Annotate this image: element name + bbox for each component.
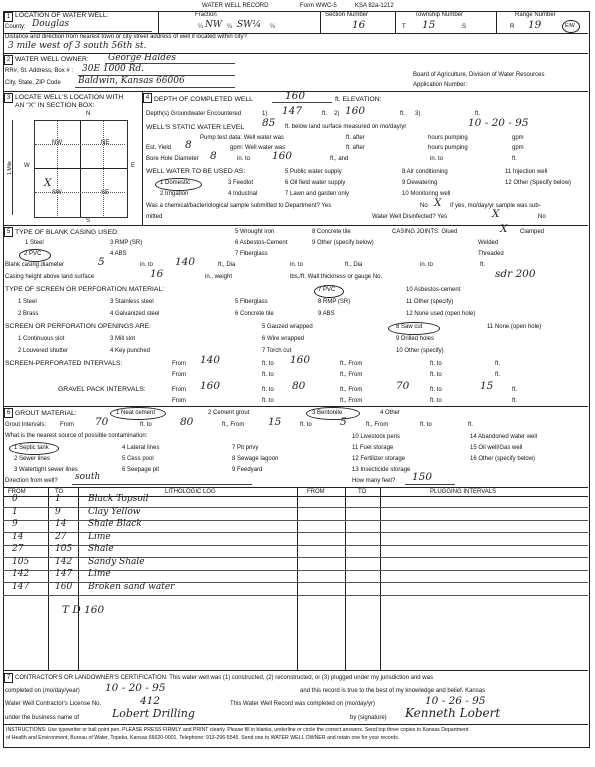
grout-neat[interactable]: 1 Neat cement [116, 410, 156, 416]
contam-feedyard[interactable]: 9 Feedyard [232, 467, 263, 473]
how-many-label: How many feet? [352, 478, 396, 484]
log-row-to[interactable]: 14 [55, 519, 67, 529]
yield-hours: hours pumping [428, 145, 468, 151]
elevation-label: ft. ELEVATION: [335, 96, 382, 103]
gravel-to-value-2[interactable]: 15 [480, 380, 494, 392]
gravel-from-value-2[interactable]: 70 [396, 380, 410, 392]
perf-ft-2: ft. [495, 372, 501, 378]
range-number-label: Range Number [515, 12, 556, 18]
cert-line-3b: This Water Well Record was completed on (mo/day/yr) [230, 701, 376, 707]
diameter-ft-dia-1: ft., Dia [218, 262, 236, 268]
open-drilled[interactable]: 9 Drilled holes [396, 336, 435, 342]
grout-ft-from: ft., From [222, 422, 245, 428]
open-other[interactable]: 10 Other (specify) [396, 348, 444, 354]
diameter-to-value[interactable]: 140 [175, 256, 196, 268]
cert-business-value[interactable]: Lobert Drilling [112, 707, 195, 720]
log-row-from[interactable]: 105 [12, 556, 30, 567]
gravel-from-label: From [172, 387, 186, 393]
use-public[interactable]: 5 Public water supply [285, 169, 342, 175]
locate-label-2: AN "X" IN SECTION BOX: [15, 102, 95, 109]
screen-other[interactable]: 11 Other (specify) [406, 299, 454, 305]
bore-in-to: in. to [237, 156, 251, 162]
screen-galvanized[interactable]: 4 Galvanized steel [110, 311, 160, 317]
use-air[interactable]: 8 Air conditioning [402, 169, 448, 175]
chem-no: No [420, 203, 428, 209]
diameter-label: Blank casing diameter [5, 262, 65, 268]
quarter-3-symbol: ¼ [270, 24, 276, 30]
gravel-ft-from: ft., From [340, 387, 363, 393]
log-row-to[interactable]: 105 [55, 544, 73, 554]
gravel-ft-to-3: ft. to [262, 398, 274, 404]
log-row-to[interactable]: 160 [55, 581, 73, 592]
contam-label: What is the nearest source of possible contamination: [5, 433, 148, 439]
location-label: LOCATION OF WATER WELL: [15, 12, 109, 19]
contam-sewer[interactable]: 2 Sewer lines [14, 456, 51, 462]
contam-other[interactable]: 16 Other (specify below) [470, 456, 536, 462]
contam-septic[interactable]: 1 Septic tank [14, 445, 49, 451]
contam-privy[interactable]: 7 Pit privy [232, 445, 259, 451]
casing-threaded: Threaded [478, 251, 504, 257]
sw-label: SW [52, 190, 62, 196]
owner-label: WATER WELL OWNER: [15, 56, 89, 63]
city-label: City, State, ZIP Code [5, 80, 61, 86]
log-row-from[interactable]: 9 [12, 519, 18, 529]
cert-signature-label: by (signature) [350, 715, 387, 721]
se-label: SE [101, 190, 110, 196]
log-row-from[interactable]: 27 [12, 544, 24, 554]
casing-asbestos[interactable]: 6 Asbestos-Cement [235, 240, 288, 246]
disinfected-no: No [538, 214, 546, 220]
log-row-description[interactable]: Lime [88, 569, 111, 579]
east-label: E [131, 163, 136, 169]
fraction-label: Fraction [195, 12, 217, 18]
open-none[interactable]: 11 None (open hole) [487, 324, 542, 330]
pump-label: Pump test data: Well water was [200, 135, 284, 141]
south-label: S [86, 218, 91, 224]
static-rest: ft. below land surface measured on mo/day/yr [285, 124, 407, 130]
log-row-description[interactable]: Broken sand water [88, 581, 175, 592]
log-row-description[interactable]: Black Topsoil [88, 494, 149, 504]
screen-concrete[interactable]: 6 Concrete tile [235, 311, 274, 317]
cert-business-label: under the business name of [5, 715, 80, 721]
contam-oilwell[interactable]: 15 Oil well/Gas well [470, 445, 523, 451]
grout-from-value[interactable]: 70 [95, 416, 109, 428]
perf-ft-to-2: ft. to [430, 361, 442, 367]
bore-ft: ft. [512, 156, 518, 162]
contam-abandoned[interactable]: 14 Abandoned water well [470, 434, 538, 440]
diameter-in-to-2: in. to [290, 262, 304, 268]
range-ew: E/W [565, 23, 575, 29]
log-row-description[interactable]: Shale [88, 544, 114, 554]
lbs-label: lbs./ft. Wall thickness or gauge No. [290, 274, 383, 280]
use-monitoring[interactable]: 10 Monitoring well [402, 191, 451, 197]
section-7-number: 7 [4, 673, 13, 683]
casing-fiberglass[interactable]: 7 Fiberglass [235, 251, 268, 257]
static-date[interactable]: 10 - 20 - 95 [468, 117, 529, 129]
quarter-1-symbol: ¼ [198, 24, 204, 30]
use-feedlot[interactable]: 3 Feedlot [228, 180, 254, 186]
yield-value[interactable]: 8 [185, 139, 192, 151]
grout-to-value-2[interactable]: 5 [340, 416, 347, 428]
instructions-1: INSTRUCTIONS: Use typewriter or ball point pen. PLEASE PRESS FIRMLY and PRINT clearly. Please fill in blanks, underline or circle the correct answers. Send top three copies to Kansas Department [6, 727, 469, 733]
groundwater-label: Depth(s) Groundwater Encountered [146, 111, 242, 117]
grout-from-label: From [60, 422, 74, 428]
cert-line-1: CONTRACTOR'S OR LANDOWNER'S CERTIFICATION: This water well was (1) constructed, (2) reconstructed, or (3) plugged under my jurisdiction and was [15, 675, 433, 681]
open-louvered[interactable]: 2 Louvered shutter [18, 348, 69, 354]
log-row-to[interactable]: 9 [55, 506, 61, 517]
groundwater-2[interactable]: 160 [345, 105, 366, 117]
perf-ft: ft. [495, 361, 501, 367]
yield-gpm: gpm [512, 145, 524, 151]
open-continuous[interactable]: 1 Continuous slot [18, 336, 65, 342]
quarter-2-value[interactable]: SW¼ [237, 20, 262, 30]
gravel-from-label-2: From [172, 398, 186, 404]
yield-ft-after: ft. after [346, 145, 365, 151]
county-label: County: [5, 24, 26, 30]
section-number-value[interactable]: 16 [352, 19, 366, 31]
pump-hours: hours pumping [428, 135, 468, 141]
county-value[interactable]: Douglas [32, 19, 70, 29]
log-row-description[interactable]: Shale Black [88, 519, 142, 529]
gravel-ft: ft. [512, 387, 518, 393]
log-row-description[interactable]: Lime [88, 531, 111, 542]
screen-abs[interactable]: 9 ABS [318, 311, 335, 317]
log-row-divider [3, 595, 588, 596]
depth-value[interactable]: 160 [285, 90, 306, 102]
cert-completed-label: completed on (mo/day/year) [5, 688, 80, 694]
yield-label: Est. Yield [146, 145, 172, 151]
gravel-label: GRAVEL PACK INTERVALS: [58, 386, 146, 393]
section-number-label: Section Number [325, 12, 369, 18]
perf-from-label-2: From [172, 372, 186, 378]
gravel-ft-from-2: ft., From [340, 398, 363, 404]
section-3-number: 3 [4, 93, 13, 103]
ne-label: NE [101, 140, 110, 146]
contam-lagoon[interactable]: 8 Sewage lagoon [232, 456, 279, 462]
contam-seepage[interactable]: 6 Seepage pit [122, 467, 160, 473]
casing-clamped: Clamped [520, 229, 545, 235]
grout-ft-to-2: ft. to [300, 422, 312, 428]
log-to-header-2: TO [358, 489, 367, 495]
gravel-ft-to: ft. to [262, 387, 274, 393]
section-4-number: 4 [143, 93, 152, 103]
signature[interactable]: Kenneth Lobert [405, 706, 501, 720]
perf-ft-to-3: ft. to [262, 372, 274, 378]
use-lawn[interactable]: 7 Lawn and garden only [285, 191, 350, 197]
grout-from-value-2[interactable]: 15 [268, 416, 282, 428]
gravel-ft-2: ft. [512, 398, 518, 404]
gw-ft-2: ft. [400, 111, 406, 117]
perf-to-value[interactable]: 160 [290, 354, 311, 366]
log-litho-header: LITHOLOGIC LOG [165, 489, 216, 495]
bore-to-value[interactable]: 160 [272, 150, 293, 162]
use-dewatering[interactable]: 9 Dewatering [402, 180, 438, 186]
screen-stainless[interactable]: 3 Stainless steel [110, 299, 154, 305]
direction-value[interactable]: south [75, 472, 101, 482]
township-t: T [402, 24, 406, 30]
casing-other[interactable]: 9 Other (specify below) [312, 240, 374, 246]
screen-none[interactable]: 12 None used (open hole) [406, 311, 476, 317]
grout-to-value[interactable]: 80 [180, 416, 194, 428]
application-label: Application Number: [413, 82, 468, 88]
perf-ft-to: ft. to [262, 361, 274, 367]
static-label: WELL'S STATIC WATER LEVEL [146, 124, 245, 131]
screen-rmp[interactable]: 8 RMP (SR) [318, 299, 351, 305]
distance-label: Distance and direction from nearest town or city street address of well if located within city? [5, 34, 247, 40]
open-gauzed[interactable]: 5 Gauzed wrapped [262, 324, 313, 330]
open-saw[interactable]: 8 Saw cut [396, 324, 423, 330]
gravel-ft-to-2: ft. to [430, 387, 442, 393]
casing-rmp[interactable]: 3 RMP (SR) [110, 240, 143, 246]
section-2-number: 2 [4, 55, 13, 65]
gw-index-2: 2) [334, 111, 340, 117]
static-value[interactable]: 85 [262, 117, 276, 129]
use-irrigation[interactable]: 2 Irrigation [160, 191, 189, 197]
gw-ft-3: ft. [475, 111, 481, 117]
perf-ft-from: ft., From [340, 361, 363, 367]
open-key[interactable]: 4 Key punched [110, 348, 151, 354]
cert-license-value[interactable]: 412 [140, 695, 161, 707]
diameter-ft-dia-2: ft., Dia [345, 262, 363, 268]
contam-insecticide[interactable]: 13 Insecticide storage [352, 467, 411, 473]
instructions-2: of Health and Environment, Bureau of Water, Topeka, Kansas 66620-0001. Telephone: 913-296-5545. Send one to WATER WELL OWNER and retain one for your records. [6, 735, 400, 741]
casing-label: TYPE OF BLANK CASING USED: [15, 229, 119, 236]
openings-label: SCREEN OR PERFORATION OPENINGS ARE: [5, 323, 152, 330]
log-row-from[interactable]: 1 [12, 506, 18, 517]
screen-asbestos[interactable]: 10 Asbestos-cement [406, 287, 461, 293]
quarter-1-value[interactable]: NW [205, 20, 223, 30]
bore-ft-and: ft., and [330, 156, 349, 162]
log-row-description[interactable]: Sandy Shale [88, 556, 145, 567]
screen-brass[interactable]: 2 Brass [18, 311, 39, 317]
diameter-value[interactable]: 5 [98, 256, 105, 268]
depth-label: DEPTH OF COMPLETED WELL [154, 96, 253, 103]
locate-label: LOCATE WELL'S LOCATION WITH [15, 94, 124, 101]
how-many-value[interactable]: 150 [412, 471, 433, 483]
nw-label: NW [52, 140, 62, 146]
casing-steel[interactable]: 1 Steel [25, 240, 44, 246]
contam-fuel[interactable]: 11 Fuel storage [352, 445, 394, 451]
gw-index-1: 1) [262, 111, 268, 117]
screen-fiberglass[interactable]: 5 Fiberglass [235, 299, 268, 305]
chem-rest: If yes, mo/day/yr sample was sub- [450, 203, 541, 209]
log-row-from[interactable]: 14 [12, 531, 24, 542]
log-plug-header: PLUGGING INTERVALS [430, 489, 497, 495]
quarter-2-symbol: ¼ [227, 24, 233, 30]
north-label: N [86, 111, 91, 117]
groundwater-1[interactable]: 147 [282, 105, 303, 117]
contam-livestock[interactable]: 10 Livestock pens [352, 434, 401, 440]
contam-watertight[interactable]: 3 Watertight sewer lines [14, 467, 78, 473]
gravel-ft-to-4: ft. to [430, 398, 442, 404]
mile-label: 1 Mile [6, 161, 13, 175]
gw-ft-1: ft. [322, 111, 328, 117]
well-location-x[interactable]: X [44, 177, 52, 189]
cert-record-date[interactable]: 10 - 26 - 95 [425, 695, 486, 707]
yield-gpm-well: gpm: Well water was [230, 145, 286, 151]
log-row-from[interactable]: 147 [12, 581, 30, 592]
casing-wrought[interactable]: 5 Wrought iron [235, 229, 275, 235]
log-row-from[interactable]: 142 [12, 569, 30, 579]
use-other[interactable]: 12 Other (Specify below) [505, 180, 572, 186]
use-injection[interactable]: 11 Injection well [505, 169, 548, 175]
diameter-ft: ft. [480, 262, 486, 268]
direction-label: Direction from well? [5, 478, 58, 484]
chem-no-x[interactable]: X [434, 197, 442, 209]
board-label: Board of Agriculture, Division of Water Resources [413, 72, 545, 78]
use-industrial[interactable]: 4 Industrial [228, 191, 258, 197]
perf-ft-to-4: ft. to [430, 372, 442, 378]
log-row-to[interactable]: 142 [55, 556, 73, 567]
cert-line-2b: and this record is true to the best of my knowledge and belief. Kansas [300, 688, 486, 694]
open-torch[interactable]: 7 Torch cut [262, 348, 292, 354]
grout-ft-to-3: ft. to [420, 422, 432, 428]
use-domestic[interactable]: 1 Domestic [160, 180, 191, 186]
log-row-to[interactable]: 27 [55, 531, 67, 542]
section-6-number: 6 [4, 408, 13, 418]
grout-int-label: Grout Intervals: [5, 422, 47, 428]
grout-cement[interactable]: 2 Cement grout [208, 410, 250, 416]
disinfected-label: Water Well Disinfected? Yes [372, 214, 448, 220]
grout-ft-to: ft. to [140, 422, 152, 428]
gravel-to-value[interactable]: 80 [292, 380, 306, 392]
section-1-number: 1 [4, 12, 13, 22]
use-oilfield[interactable]: 6 Oil field water supply [285, 180, 346, 186]
section-5-number: 5 [4, 227, 13, 237]
perf-from-label: From [172, 361, 186, 367]
township-value[interactable]: 15 [422, 19, 436, 31]
contam-fertilizer[interactable]: 12 Fertilizer storage [352, 456, 406, 462]
casing-welded: Welded [478, 240, 499, 246]
screen-label: TYPE OF SCREEN OR PERFORATION MATERIAL: [5, 286, 165, 293]
range-value[interactable]: 19 [528, 19, 542, 31]
perf-from-value[interactable]: 140 [200, 354, 221, 366]
range-r: R [510, 24, 515, 30]
distance-value[interactable]: 3 mile west of 3 south 56th st. [8, 41, 147, 51]
open-wire[interactable]: 6 Wire wrapped [262, 336, 305, 342]
log-row-from[interactable]: 0 [12, 494, 18, 504]
height-value[interactable]: 16 [150, 268, 164, 280]
log-row-description[interactable]: Clay Yellow [88, 506, 141, 517]
pump-gpm: gpm [512, 135, 524, 141]
bore-in-to-2: in. to [430, 156, 444, 162]
perf-ft-from-2: ft., From [340, 372, 363, 378]
city-value[interactable]: Baldwin, Kansas 66006 [78, 76, 185, 86]
township-s: S [462, 24, 467, 30]
owner-value[interactable]: George Haldes [108, 53, 176, 63]
contam-cess[interactable]: 5 Cess pool [122, 456, 154, 462]
casing-abs[interactable]: 4 ABS [110, 251, 127, 257]
township-number-label: Township Number [415, 12, 464, 18]
chem-label: Was a chemical/bacteriological sample submitted to Department? Yes [146, 203, 332, 209]
form-number: Form WWC-5 [300, 3, 337, 9]
bore-value[interactable]: 8 [210, 150, 217, 162]
log-to-header: TO [55, 489, 64, 495]
total-depth[interactable]: T D 160 [62, 604, 105, 616]
cert-license-label: Water Well Contractor's License No. [5, 701, 102, 707]
grout-bentonite[interactable]: 3 Bentonite [312, 410, 343, 416]
casing-joints-label: CASING JOINTS: Glued [392, 229, 458, 235]
perf-label: SCREEN-PERFORATED INTERVALS: [5, 360, 123, 367]
grout-other[interactable]: 4 Other [380, 410, 401, 416]
address-label: RR#, St. Address, Box # : [5, 68, 74, 74]
casing-pvc[interactable]: 2 PVC [24, 251, 42, 257]
disinfected-x[interactable]: X [492, 208, 500, 220]
height-label: Casing height above land surface [5, 274, 95, 280]
contam-lateral[interactable]: 4 Lateral lines [122, 445, 160, 451]
grout-label: GROUT MATERIAL: [15, 410, 77, 417]
height-in-weight: in., weight [205, 274, 233, 280]
bore-label: Bore Hole Diameter [146, 156, 199, 162]
screen-pvc[interactable]: 7 PVC [318, 287, 336, 293]
diameter-in-to: in. to [140, 262, 154, 268]
form-title: WATER WELL RECORD [202, 3, 269, 9]
gauge-value[interactable]: sdr 200 [495, 268, 536, 280]
section-box[interactable] [34, 120, 128, 218]
grout-ft: ft. [468, 422, 474, 428]
log-from-header-2: FROM [307, 489, 325, 495]
grout-ft-from-2: ft., From [366, 422, 389, 428]
cert-completed-value[interactable]: 10 - 20 - 95 [105, 682, 166, 694]
log-row-to[interactable]: 147 [55, 569, 73, 579]
open-mill[interactable]: 3 Mill slot [110, 336, 136, 342]
log-from-header: FROM [8, 489, 26, 495]
address-value[interactable]: 30E 1000 Rd. [82, 64, 145, 74]
west-label: W [24, 163, 30, 169]
gravel-from-value[interactable]: 160 [200, 380, 221, 392]
log-row-to[interactable]: 1 [55, 494, 61, 504]
use-label: WELL WATER TO BE USED AS: [146, 168, 246, 175]
diameter-in-to-3: in. to [420, 262, 434, 268]
screen-steel[interactable]: 1 Steel [18, 299, 37, 305]
gw-index-3: 3) [415, 111, 421, 117]
ksa-number: KSA 82a-1212 [355, 3, 394, 9]
pump-ft-after: ft. after [346, 135, 365, 141]
casing-glued-x[interactable]: X [500, 223, 508, 235]
casing-concrete[interactable]: 8 Concrete tile [312, 229, 351, 235]
mitted-label: mitted [146, 214, 163, 220]
